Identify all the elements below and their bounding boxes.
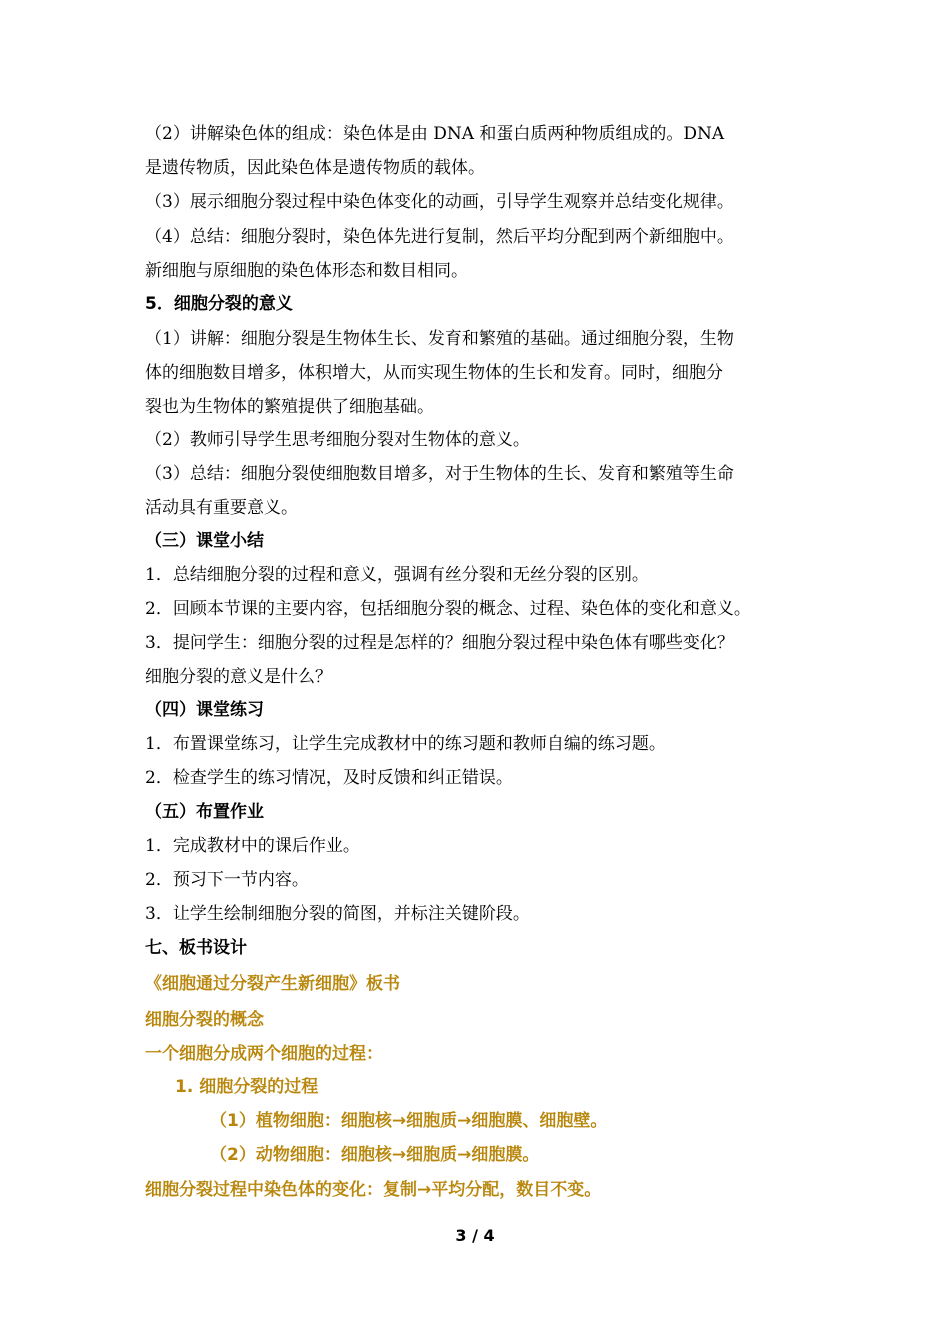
text-line: 3．让学生绘制细胞分裂的简图，并标注关键阶段。 <box>145 904 530 924</box>
text-line: 2．回顾本节课的主要内容，包括细胞分裂的概念、过程、染色体的变化和意义。 <box>145 599 751 619</box>
section-heading: 5．细胞分裂的意义 <box>145 294 293 314</box>
text-line: 2．检查学生的练习情况，及时反馈和纠正错误。 <box>145 768 513 788</box>
text-line: 1．完成教材中的课后作业。 <box>145 836 360 856</box>
text-line: 1．布置课堂练习，让学生完成教材中的练习题和教师自编的练习题。 <box>145 734 666 754</box>
text-line: （2）教师引导学生思考细胞分裂对生物体的意义。 <box>145 430 530 450</box>
text-line: （1）讲解：细胞分裂是生物体生长、发育和繁殖的基础。通过细胞分裂，生物 <box>145 329 734 349</box>
text-line: 活动具有重要意义。 <box>145 498 298 518</box>
board-title: 《细胞通过分裂产生新细胞》板书 <box>145 974 400 994</box>
text-line: 1．总结细胞分裂的过程和意义，强调有丝分裂和无丝分裂的区别。 <box>145 565 649 585</box>
text-line: （3）总结：细胞分裂使细胞数目增多，对于生物体的生长、发育和繁殖等生命 <box>145 464 734 484</box>
board-line: （1）植物细胞：细胞核→细胞质→细胞膜、细胞壁。 <box>210 1111 608 1131</box>
text-line: 体的细胞数目增多，体积增大，从而实现生物体的生长和发育。同时，细胞分 <box>145 363 723 383</box>
text-line: （4）总结：细胞分裂时，染色体先进行复制，然后平均分配到两个新细胞中。 <box>145 227 734 247</box>
text-line: （2）讲解染色体的组成：染色体是由 DNA 和蛋白质两种物质组成的。DNA <box>145 124 725 144</box>
board-line: （2）动物细胞：细胞核→细胞质→细胞膜。 <box>210 1145 540 1165</box>
text-line: 2．预习下一节内容。 <box>145 870 309 890</box>
section-heading: 七、板书设计 <box>145 938 247 958</box>
board-line: 一个细胞分成两个细胞的过程： <box>145 1044 383 1064</box>
text-line: 细胞分裂的意义是什么？ <box>145 667 332 687</box>
text-line: 裂也为生物体的繁殖提供了细胞基础。 <box>145 397 434 417</box>
text-line: 3．提问学生：细胞分裂的过程是怎样的？细胞分裂过程中染色体有哪些变化？ <box>145 633 734 653</box>
page-number: 3 / 4 <box>455 1226 495 1245</box>
section-heading: （四）课堂练习 <box>145 700 264 720</box>
board-line: 细胞分裂的概念 <box>145 1010 264 1030</box>
text-line: 新细胞与原细胞的染色体形态和数目相同。 <box>145 261 468 281</box>
section-heading: （三）课堂小结 <box>145 531 264 551</box>
section-heading: （五）布置作业 <box>145 802 264 822</box>
board-line: 1. 细胞分裂的过程 <box>175 1077 319 1097</box>
board-line: 细胞分裂过程中染色体的变化：复制→平均分配，数目不变。 <box>145 1180 602 1200</box>
text-line: （3）展示细胞分裂过程中染色体变化的动画，引导学生观察并总结变化规律。 <box>145 192 734 212</box>
text-line: 是遗传物质，因此染色体是遗传物质的载体。 <box>145 158 485 178</box>
